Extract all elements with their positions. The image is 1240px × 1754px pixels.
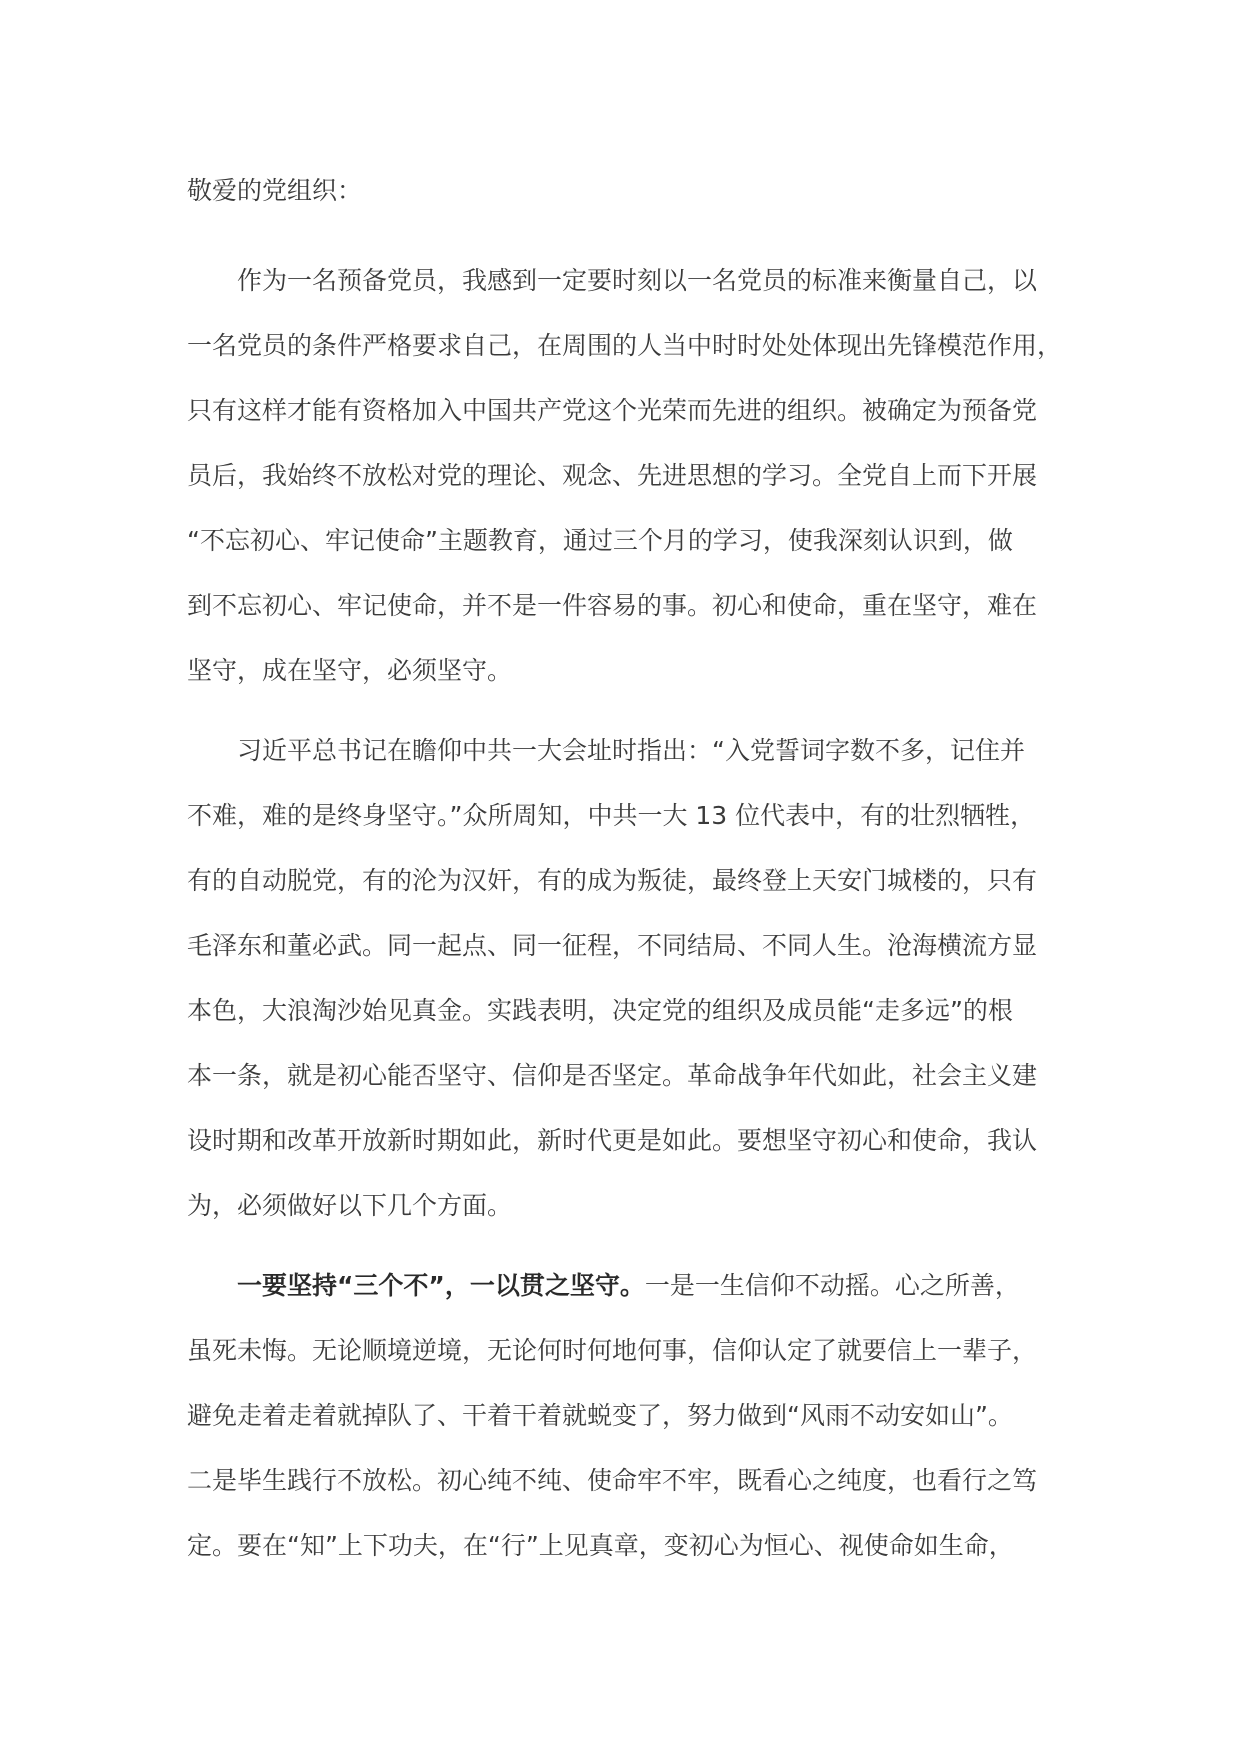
paragraph-line: 到不忘初心、牢记使命，并不是一件容易的事。初心和使命，重在坚守，难在 (187, 591, 1038, 620)
paragraph-line: 定。要在“知”上下功夫，在“行”上见真章，变初心为恒心、视使命如生命， (187, 1531, 1014, 1560)
paragraph-line: 毛泽东和董必武。同一起点、同一征程，不同结局、不同人生。沧海横流方显 (187, 931, 1038, 960)
paragraph-line: 坚守，成在坚守，必须坚守。 (187, 656, 513, 685)
paragraph-line: 习近平总书记在瞻仰中共一大会址时指出：“入党誓词字数不多，记住并 (237, 736, 1025, 765)
paragraph-heading: 一要坚持“三个不”，一以贯之坚守。 (237, 1271, 645, 1300)
paragraph-2 (187, 718, 1077, 1238)
greeting: 敬爱的党组织： (187, 176, 363, 205)
paragraph-line: 设时期和改革开放新时期如此，新时代更是如此。要想坚守初心和使命，我认 (187, 1126, 1038, 1155)
paragraph-line: 作为一名预备党员，我感到一定要时刻以一名党员的标准来衡量自己，以 (237, 266, 1038, 295)
paragraph-line: 二是毕生践行不放松。初心纯不纯、使命牢不牢，既看心之纯度，也看行之笃 (187, 1466, 1038, 1495)
paragraph-line: 不难，难的是终身坚守。”众所周知，中共一大 13 位代表中，有的壮烈牺牲， (187, 801, 1036, 830)
paragraph-line: 本色，大浪淘沙始见真金。实践表明，决定党的组织及成员能“走多远”的根 (187, 996, 1013, 1025)
paragraph-line: 只有这样才能有资格加入中国共产党这个光荣而先进的组织。被确定为预备党 (187, 396, 1038, 425)
paragraph-line: 一名党员的条件严格要求自己，在周围的人当中时时处处体现出先锋模范作用， (187, 331, 1063, 360)
paragraph-line: 为，必须做好以下几个方面。 (187, 1191, 513, 1220)
paragraph-line: 员后，我始终不放松对党的理论、观念、先进思想的学习。全党自上而下开展 (187, 461, 1038, 490)
paragraph-line: 有的自动脱党，有的沦为汉奸，有的成为叛徒，最终登上天安门城楼的，只有 (187, 866, 1038, 895)
paragraph-3 (187, 1253, 1077, 1578)
paragraph-line: “不忘初心、牢记使命”主题教育，通过三个月的学习，使我深刻认识到，做 (187, 526, 1013, 555)
paragraph-line: 避免走着走着就掉队了、干着干着就蜕变了，努力做到“风雨不动安如山”。 (187, 1401, 1013, 1430)
paragraph-1 (187, 248, 1077, 703)
paragraph-line: 本一条，就是初心能否坚守、信仰是否坚定。革命战争年代如此，社会主义建 (187, 1061, 1038, 1090)
paragraph-line-rest: 一是一生信仰不动摇。心之所善， (644, 1271, 1020, 1300)
paragraph-line: 虽死未悔。无论顺境逆境，无论何时何地何事，信仰认定了就要信上一辈子， (187, 1336, 1038, 1365)
paragraph-first-line (187, 1253, 1077, 1318)
